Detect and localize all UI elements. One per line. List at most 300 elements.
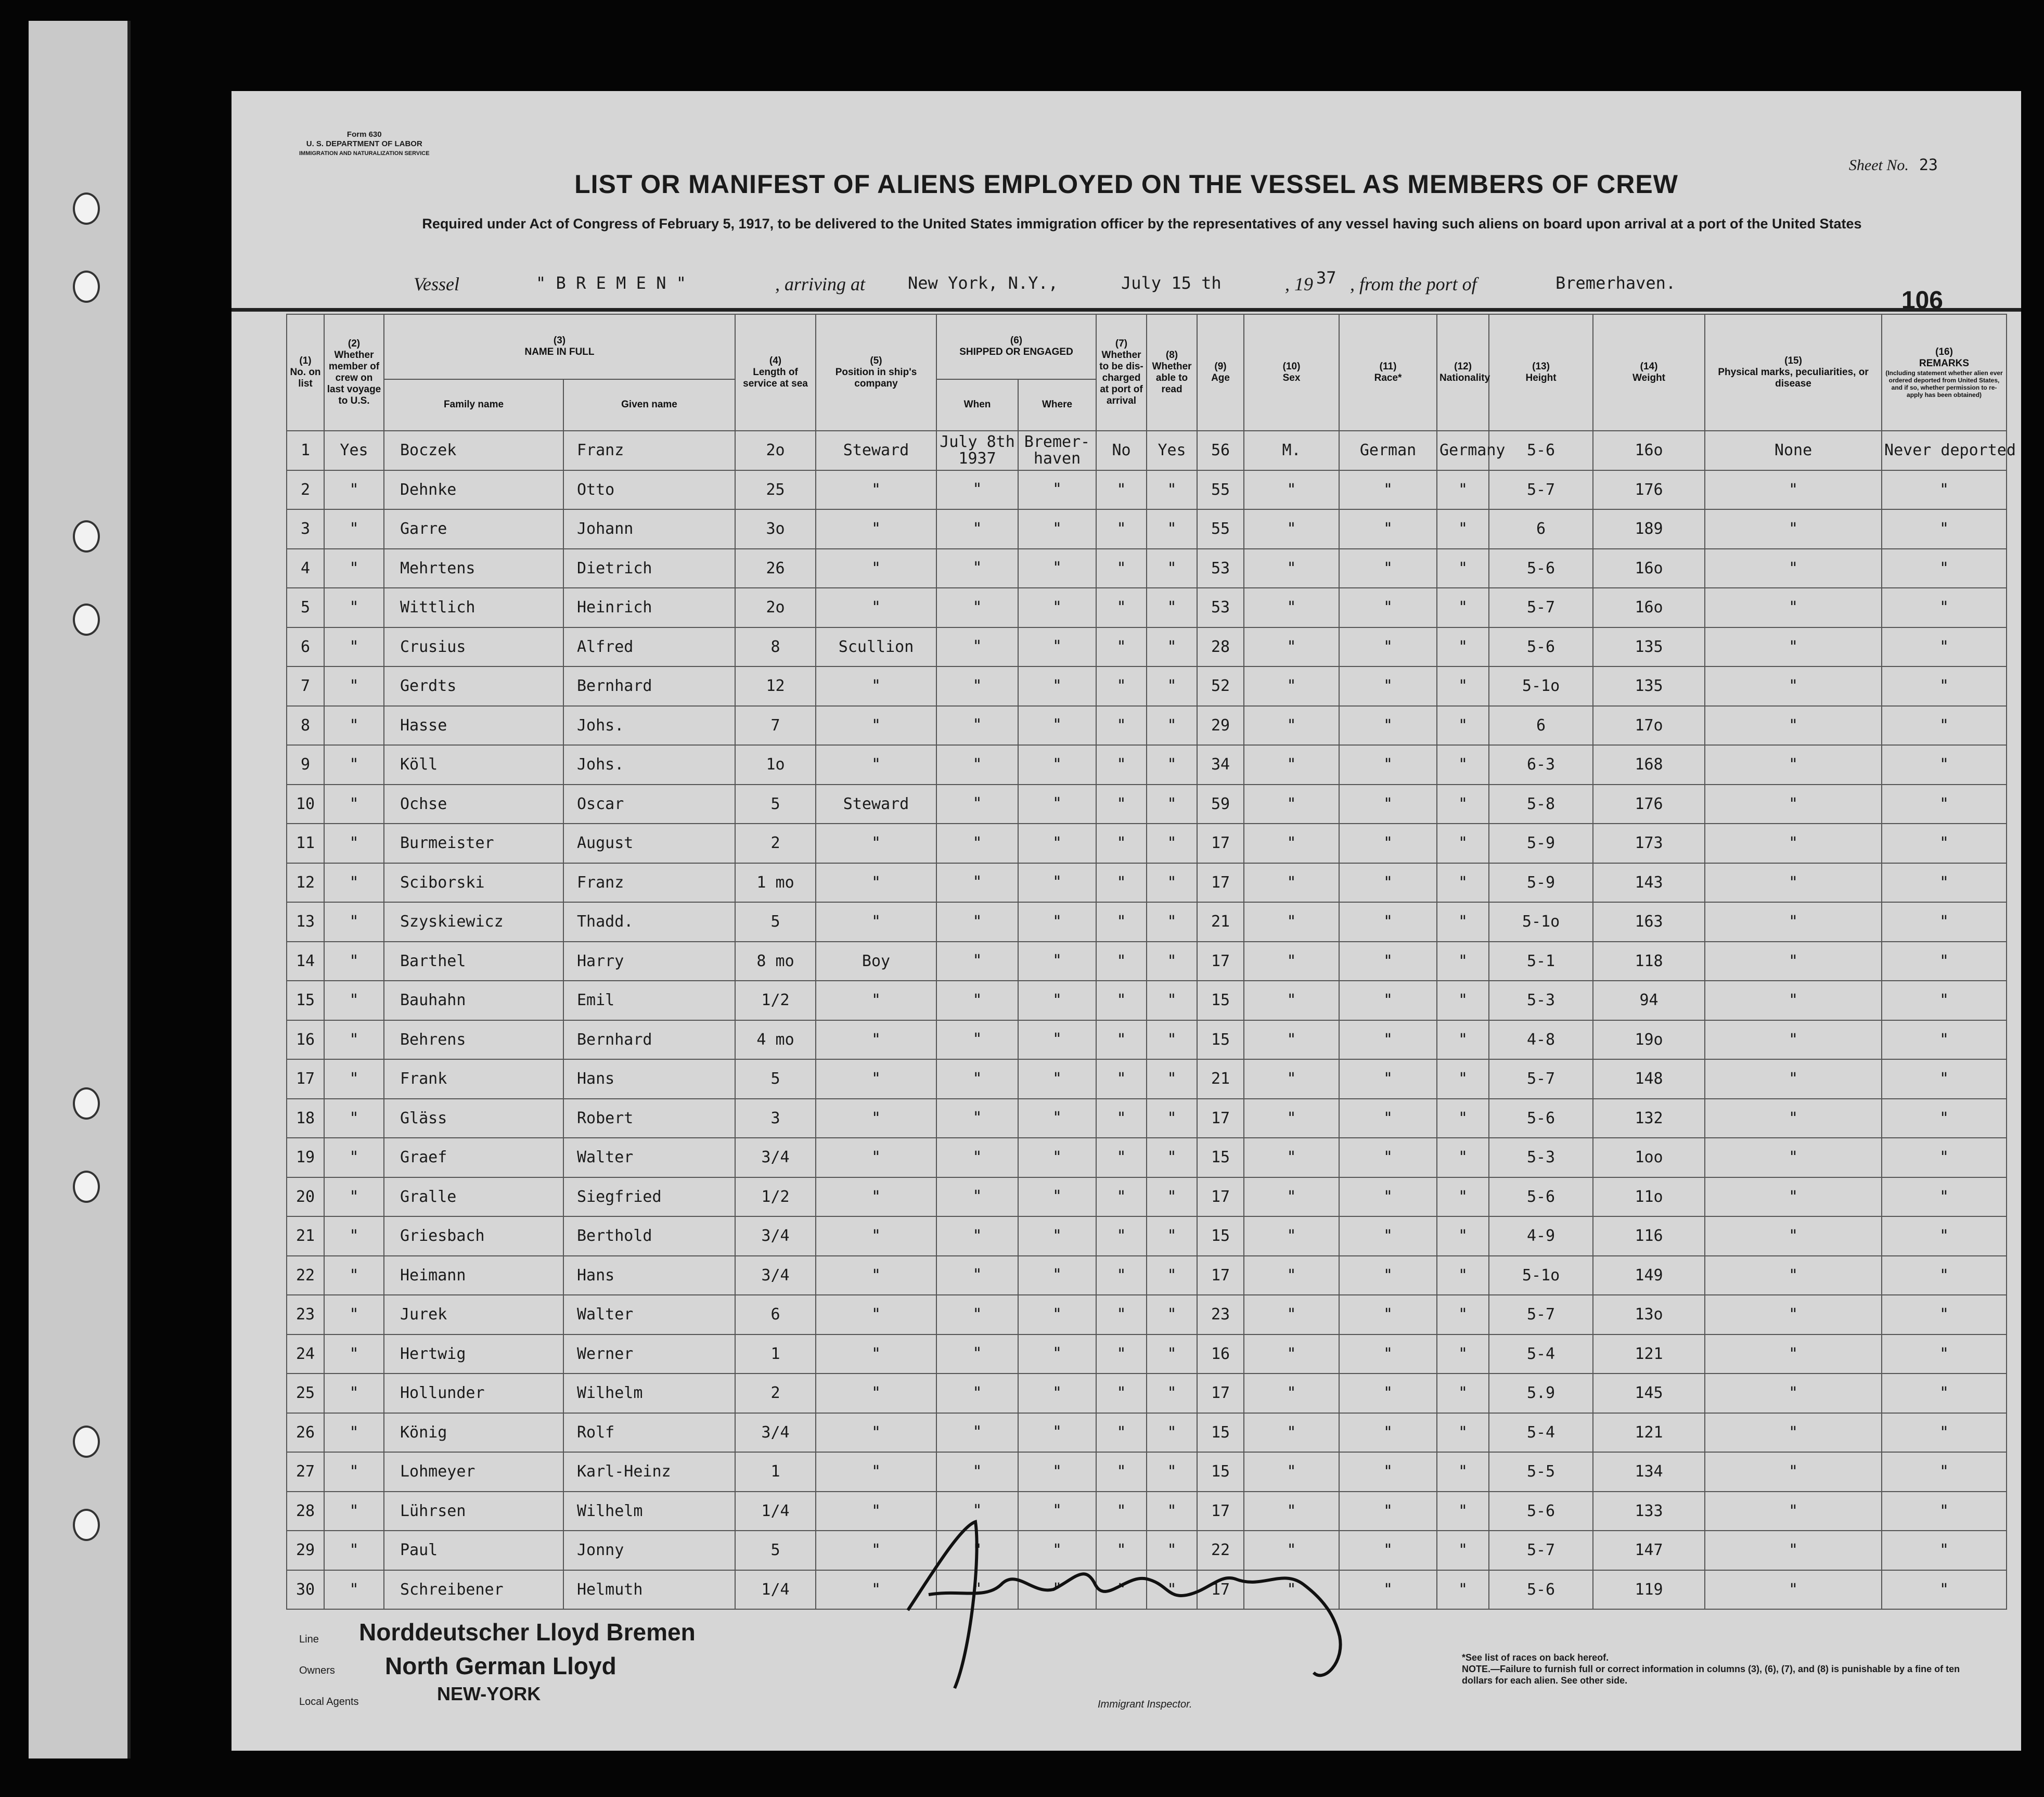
cell-position: " xyxy=(816,1059,936,1099)
cell-shipped-when: " xyxy=(936,1374,1018,1413)
cell-race: " xyxy=(1339,1413,1437,1453)
cell-service-length: 25 xyxy=(735,470,816,510)
arrival-year: 37 xyxy=(1316,268,1336,288)
cell-height: 5-6 xyxy=(1489,1570,1593,1610)
cell-discharged: " xyxy=(1096,1413,1147,1453)
cell-given-name: Wilhelm xyxy=(563,1492,735,1531)
cell-position: " xyxy=(816,666,936,706)
cell-shipped-when: " xyxy=(936,509,1018,549)
cell-able-to-read: Yes xyxy=(1147,431,1197,470)
cell-nationality: " xyxy=(1437,785,1489,824)
cell-remarks: " xyxy=(1882,1334,2007,1374)
cell-height: 5-4 xyxy=(1489,1334,1593,1374)
cell-service-length: 1/2 xyxy=(735,1177,816,1217)
cell-height: 5-8 xyxy=(1489,785,1593,824)
cell-position: " xyxy=(816,1099,936,1138)
cell-shipped-when: " xyxy=(936,745,1018,785)
cell-row-number: 20 xyxy=(287,1177,324,1217)
cell-sex: " xyxy=(1244,1099,1339,1138)
cell-height: 6 xyxy=(1489,509,1593,549)
cell-service-length: 8 xyxy=(735,627,816,667)
table-row xyxy=(287,1295,2007,1334)
cell-shipped-when: " xyxy=(936,627,1018,667)
cell-position: Steward xyxy=(816,785,936,824)
cell-weight: 168 xyxy=(1593,745,1705,785)
cell-nationality: " xyxy=(1437,863,1489,903)
cell-height: 5-7 xyxy=(1489,470,1593,510)
table-row xyxy=(287,588,2007,627)
cell-height: 5-7 xyxy=(1489,588,1593,627)
cell-able-to-read: " xyxy=(1147,1452,1197,1492)
cell-race: " xyxy=(1339,1256,1437,1295)
cell-discharged: " xyxy=(1096,1099,1147,1138)
cell-position: Scullion xyxy=(816,627,936,667)
cell-remarks: " xyxy=(1882,1059,2007,1099)
cell-remarks: " xyxy=(1882,1295,2007,1334)
cell-age: 15 xyxy=(1197,1020,1244,1060)
cell-remarks: " xyxy=(1882,785,2007,824)
cell-physical-marks: " xyxy=(1705,549,1882,588)
table-row xyxy=(287,902,2007,942)
cell-position: Steward xyxy=(816,431,936,470)
cell-row-number: 3 xyxy=(287,509,324,549)
col-header-discharged: (7) Whether to be dis-charged at port of arrival xyxy=(1096,314,1147,431)
cell-sex: " xyxy=(1244,902,1339,942)
cell-nationality: " xyxy=(1437,509,1489,549)
cell-family-name: Frank xyxy=(384,1059,563,1099)
cell-race: " xyxy=(1339,1374,1437,1413)
cell-sex: " xyxy=(1244,1020,1339,1060)
cell-row-number: 29 xyxy=(287,1531,324,1570)
cell-given-name: Heinrich xyxy=(563,588,735,627)
cell-remarks: " xyxy=(1882,1570,2007,1610)
table-row xyxy=(287,470,2007,510)
cell-family-name: Dehnke xyxy=(384,470,563,510)
cell-height: 5.9 xyxy=(1489,1374,1593,1413)
cell-remarks: " xyxy=(1882,666,2007,706)
cell-able-to-read: " xyxy=(1147,942,1197,981)
col-header-previous-voyage: (2) Whether member of crew on last voyage to U.S. xyxy=(324,314,384,431)
cell-previous-voyage: " xyxy=(324,706,384,746)
cell-service-length: 4 mo xyxy=(735,1020,816,1060)
cell-able-to-read: " xyxy=(1147,1177,1197,1217)
cell-weight: 176 xyxy=(1593,785,1705,824)
table-row xyxy=(287,1413,2007,1453)
cell-height: 5-9 xyxy=(1489,863,1593,903)
col-header-where: Where xyxy=(1018,379,1096,431)
cell-nationality: " xyxy=(1437,470,1489,510)
cell-age: 17 xyxy=(1197,863,1244,903)
cell-remarks: " xyxy=(1882,942,2007,981)
binding-hole xyxy=(73,1509,100,1541)
cell-given-name: Robert xyxy=(563,1099,735,1138)
cell-able-to-read: " xyxy=(1147,470,1197,510)
cell-height: 5-5 xyxy=(1489,1452,1593,1492)
cell-able-to-read: " xyxy=(1147,1374,1197,1413)
cell-row-number: 6 xyxy=(287,627,324,667)
cell-shipped-when: " xyxy=(936,942,1018,981)
cell-row-number: 30 xyxy=(287,1570,324,1610)
cell-nationality: " xyxy=(1437,942,1489,981)
cell-weight: 134 xyxy=(1593,1452,1705,1492)
cell-previous-voyage: Yes xyxy=(324,431,384,470)
footer-agents-value: NEW-YORK xyxy=(437,1683,541,1704)
table-row xyxy=(287,627,2007,667)
page-title: LIST OR MANIFEST OF ALIENS EMPLOYED ON THE VESSEL AS MEMBERS OF CREW xyxy=(574,170,1678,199)
col-header-read: (8) Whether able to read xyxy=(1147,314,1197,431)
cell-weight: 94 xyxy=(1593,981,1705,1020)
cell-height: 5-4 xyxy=(1489,1413,1593,1453)
cell-shipped-when: " xyxy=(936,1177,1018,1217)
cell-race: " xyxy=(1339,785,1437,824)
cell-discharged: " xyxy=(1096,1177,1147,1217)
cell-shipped-where: " xyxy=(1018,1216,1096,1256)
cell-physical-marks: " xyxy=(1705,824,1882,863)
cell-position: " xyxy=(816,1531,936,1570)
cell-sex: " xyxy=(1244,1295,1339,1334)
cell-age: 55 xyxy=(1197,509,1244,549)
cell-service-length: 3/4 xyxy=(735,1216,816,1256)
cell-remarks: " xyxy=(1882,981,2007,1020)
cell-able-to-read: " xyxy=(1147,1059,1197,1099)
cell-discharged: " xyxy=(1096,1295,1147,1334)
cell-weight: 163 xyxy=(1593,902,1705,942)
cell-age: 53 xyxy=(1197,549,1244,588)
cell-previous-voyage: " xyxy=(324,1256,384,1295)
cell-shipped-when: " xyxy=(936,1334,1018,1374)
cell-age: 17 xyxy=(1197,1492,1244,1531)
col-header-shipped: (6) SHIPPED OR ENGAGED xyxy=(936,314,1096,379)
cell-shipped-where: " xyxy=(1018,1492,1096,1531)
cell-height: 5-1o xyxy=(1489,902,1593,942)
cell-physical-marks: " xyxy=(1705,1531,1882,1570)
cell-position: " xyxy=(816,509,936,549)
binding-hole xyxy=(73,1426,100,1458)
cell-nationality: " xyxy=(1437,1413,1489,1453)
cell-service-length: 1 xyxy=(735,1452,816,1492)
cell-nationality: " xyxy=(1437,981,1489,1020)
cell-race: " xyxy=(1339,1099,1437,1138)
cell-service-length: 1/4 xyxy=(735,1492,816,1531)
cell-shipped-where: " xyxy=(1018,1177,1096,1217)
arrival-port: New York, N.Y., xyxy=(908,273,1058,293)
cell-previous-voyage: " xyxy=(324,588,384,627)
cell-position: " xyxy=(816,1492,936,1531)
cell-sex: " xyxy=(1244,1492,1339,1531)
cell-family-name: Burmeister xyxy=(384,824,563,863)
cell-given-name: Franz xyxy=(563,431,735,470)
binding-strip xyxy=(29,21,131,1759)
cell-sex: " xyxy=(1244,1256,1339,1295)
from-port-label: , from the port of xyxy=(1350,274,1477,294)
cell-race: " xyxy=(1339,981,1437,1020)
cell-race: " xyxy=(1339,509,1437,549)
cell-discharged: " xyxy=(1096,863,1147,903)
cell-shipped-where: " xyxy=(1018,627,1096,667)
cell-nationality: " xyxy=(1437,1492,1489,1531)
cell-discharged: " xyxy=(1096,1020,1147,1060)
cell-physical-marks: " xyxy=(1705,942,1882,981)
cell-row-number: 10 xyxy=(287,785,324,824)
col-header-remarks: (16) REMARKS (Including statement whether alien ever ordered deported from United States, and if so, whether permission to re-apply has been obtained) xyxy=(1882,314,2007,431)
cell-weight: 116 xyxy=(1593,1216,1705,1256)
cell-sex: " xyxy=(1244,627,1339,667)
cell-sex: " xyxy=(1244,1452,1339,1492)
cell-position: " xyxy=(816,1374,936,1413)
cell-age: 53 xyxy=(1197,588,1244,627)
cell-able-to-read: " xyxy=(1147,745,1197,785)
cell-discharged: " xyxy=(1096,902,1147,942)
cell-race: " xyxy=(1339,1059,1437,1099)
footnote-penalty: NOTE.—Failure to furnish full or correct information in columns (3), (6), (7), and (8) is punishable by a fine of ten dollars for each alien. See other side. xyxy=(1462,1664,1960,1686)
cell-weight: 176 xyxy=(1593,470,1705,510)
cell-able-to-read: " xyxy=(1147,1531,1197,1570)
cell-shipped-when: " xyxy=(936,1452,1018,1492)
cell-shipped-when: " xyxy=(936,1256,1018,1295)
cell-given-name: Harry xyxy=(563,942,735,981)
footer-line-value: Norddeutscher Lloyd Bremen xyxy=(359,1619,696,1646)
cell-remarks: " xyxy=(1882,824,2007,863)
table-row xyxy=(287,549,2007,588)
cell-able-to-read: " xyxy=(1147,902,1197,942)
cell-row-number: 21 xyxy=(287,1216,324,1256)
cell-race: " xyxy=(1339,549,1437,588)
cell-previous-voyage: " xyxy=(324,1216,384,1256)
cell-position: " xyxy=(816,902,936,942)
cell-weight: 189 xyxy=(1593,509,1705,549)
cell-age: 15 xyxy=(1197,1138,1244,1177)
cell-race: " xyxy=(1339,1177,1437,1217)
cell-physical-marks: " xyxy=(1705,706,1882,746)
cell-able-to-read: " xyxy=(1147,1216,1197,1256)
cell-remarks: " xyxy=(1882,1256,2007,1295)
cell-service-length: 3o xyxy=(735,509,816,549)
form-department: U. S. DEPARTMENT OF LABOR xyxy=(306,139,422,148)
cell-age: 17 xyxy=(1197,1099,1244,1138)
cell-family-name: Lohmeyer xyxy=(384,1452,563,1492)
cell-age: 23 xyxy=(1197,1295,1244,1334)
cell-race: " xyxy=(1339,824,1437,863)
cell-physical-marks: " xyxy=(1705,1295,1882,1334)
cell-row-number: 24 xyxy=(287,1334,324,1374)
cell-position: " xyxy=(816,1020,936,1060)
cell-given-name: Johs. xyxy=(563,706,735,746)
cell-nationality: " xyxy=(1437,1570,1489,1610)
cell-physical-marks: " xyxy=(1705,863,1882,903)
cell-service-length: 1 mo xyxy=(735,863,816,903)
cell-height: 5-9 xyxy=(1489,824,1593,863)
cell-physical-marks: " xyxy=(1705,745,1882,785)
cell-nationality: " xyxy=(1437,824,1489,863)
cell-height: 5-7 xyxy=(1489,1295,1593,1334)
cell-nationality: " xyxy=(1437,666,1489,706)
cell-remarks: " xyxy=(1882,1374,2007,1413)
cell-service-length: 26 xyxy=(735,549,816,588)
cell-discharged: " xyxy=(1096,588,1147,627)
table-row xyxy=(287,1334,2007,1374)
cell-able-to-read: " xyxy=(1147,1099,1197,1138)
cell-previous-voyage: " xyxy=(324,1020,384,1060)
cell-family-name: Hasse xyxy=(384,706,563,746)
cell-nationality: " xyxy=(1437,1452,1489,1492)
cell-given-name: Helmuth xyxy=(563,1570,735,1610)
cell-family-name: Griesbach xyxy=(384,1216,563,1256)
cell-sex: " xyxy=(1244,1177,1339,1217)
cell-race: German xyxy=(1339,431,1437,470)
cell-discharged: " xyxy=(1096,1452,1147,1492)
cell-age: 22 xyxy=(1197,1531,1244,1570)
cell-shipped-when: " xyxy=(936,863,1018,903)
cell-able-to-read: " xyxy=(1147,785,1197,824)
cell-nationality: " xyxy=(1437,1295,1489,1334)
cell-age: 28 xyxy=(1197,627,1244,667)
cell-family-name: Gläss xyxy=(384,1099,563,1138)
cell-remarks: " xyxy=(1882,863,2007,903)
cell-physical-marks: " xyxy=(1705,1020,1882,1060)
cell-weight: 135 xyxy=(1593,627,1705,667)
cell-age: 15 xyxy=(1197,981,1244,1020)
cell-age: 17 xyxy=(1197,1570,1244,1610)
cell-discharged: " xyxy=(1096,824,1147,863)
cell-shipped-where: " xyxy=(1018,549,1096,588)
cell-row-number: 27 xyxy=(287,1452,324,1492)
cell-position: " xyxy=(816,1138,936,1177)
cell-position: " xyxy=(816,706,936,746)
col-header-race: (11) Race* xyxy=(1339,314,1437,431)
cell-family-name: Crusius xyxy=(384,627,563,667)
cell-able-to-read: " xyxy=(1147,1492,1197,1531)
cell-able-to-read: " xyxy=(1147,824,1197,863)
cell-remarks: " xyxy=(1882,627,2007,667)
cell-physical-marks: " xyxy=(1705,1216,1882,1256)
table-row xyxy=(287,1059,2007,1099)
cell-race: " xyxy=(1339,588,1437,627)
cell-shipped-where: " xyxy=(1018,902,1096,942)
manifest-sheet xyxy=(232,91,2021,1751)
cell-weight: 119 xyxy=(1593,1570,1705,1610)
cell-physical-marks: " xyxy=(1705,1374,1882,1413)
form-service: IMMIGRATION AND NATURALIZATION SERVICE xyxy=(299,150,430,157)
cell-service-length: 1/2 xyxy=(735,981,816,1020)
cell-shipped-where: " xyxy=(1018,1099,1096,1138)
cell-family-name: Hertwig xyxy=(384,1334,563,1374)
cell-remarks: " xyxy=(1882,549,2007,588)
cell-age: 29 xyxy=(1197,706,1244,746)
cell-position: " xyxy=(816,1413,936,1453)
table-row xyxy=(287,981,2007,1020)
cell-previous-voyage: " xyxy=(324,549,384,588)
cell-nationality: " xyxy=(1437,1256,1489,1295)
cell-physical-marks: " xyxy=(1705,1413,1882,1453)
cell-remarks: " xyxy=(1882,1452,2007,1492)
cell-weight: 13o xyxy=(1593,1295,1705,1334)
cell-shipped-where: " xyxy=(1018,863,1096,903)
table-row xyxy=(287,1256,2007,1295)
binding-hole xyxy=(73,192,100,225)
cell-remarks: " xyxy=(1882,1177,2007,1217)
binding-hole xyxy=(73,271,100,303)
cell-position: " xyxy=(816,745,936,785)
cell-previous-voyage: " xyxy=(324,1531,384,1570)
vessel-label: Vessel xyxy=(414,274,459,294)
cell-discharged: " xyxy=(1096,666,1147,706)
cell-shipped-where: " xyxy=(1018,1059,1096,1099)
binding-hole xyxy=(73,1087,100,1120)
cell-shipped-where: " xyxy=(1018,1020,1096,1060)
cell-height: 4-8 xyxy=(1489,1020,1593,1060)
cell-remarks: " xyxy=(1882,902,2007,942)
cell-family-name: Wittlich xyxy=(384,588,563,627)
cell-shipped-when: " xyxy=(936,470,1018,510)
cell-row-number: 26 xyxy=(287,1413,324,1453)
cell-physical-marks: " xyxy=(1705,666,1882,706)
cell-previous-voyage: " xyxy=(324,1334,384,1374)
cell-physical-marks: " xyxy=(1705,902,1882,942)
cell-row-number: 12 xyxy=(287,863,324,903)
cell-shipped-where: " xyxy=(1018,1570,1096,1610)
cell-sex: " xyxy=(1244,549,1339,588)
cell-position: " xyxy=(816,1177,936,1217)
cell-physical-marks: " xyxy=(1705,588,1882,627)
cell-previous-voyage: " xyxy=(324,1452,384,1492)
cell-nationality: " xyxy=(1437,902,1489,942)
cell-given-name: Johs. xyxy=(563,745,735,785)
cell-service-length: 2o xyxy=(735,431,816,470)
cell-weight: 148 xyxy=(1593,1059,1705,1099)
cell-family-name: Garre xyxy=(384,509,563,549)
form-number: Form 630 xyxy=(346,130,382,139)
cell-nationality: " xyxy=(1437,1531,1489,1570)
cell-able-to-read: " xyxy=(1147,588,1197,627)
cell-race: " xyxy=(1339,902,1437,942)
cell-previous-voyage: " xyxy=(324,942,384,981)
cell-row-number: 1 xyxy=(287,431,324,470)
cell-weight: 1oo xyxy=(1593,1138,1705,1177)
cell-service-length: 5 xyxy=(735,1059,816,1099)
table-row xyxy=(287,785,2007,824)
sheet-number-value: 23 xyxy=(1919,156,1938,174)
cell-able-to-read: " xyxy=(1147,549,1197,588)
cell-discharged: " xyxy=(1096,1256,1147,1295)
crew-table xyxy=(286,314,2016,1610)
cell-family-name: Köll xyxy=(384,745,563,785)
table-row xyxy=(287,1020,2007,1060)
cell-weight: 145 xyxy=(1593,1374,1705,1413)
cell-sex: " xyxy=(1244,1374,1339,1413)
cell-age: 17 xyxy=(1197,1177,1244,1217)
cell-sex: " xyxy=(1244,666,1339,706)
cell-remarks: " xyxy=(1882,1020,2007,1060)
cell-height: 5-6 xyxy=(1489,431,1593,470)
cell-race: " xyxy=(1339,1531,1437,1570)
cell-weight: 133 xyxy=(1593,1492,1705,1531)
cell-row-number: 25 xyxy=(287,1374,324,1413)
cell-position: Boy xyxy=(816,942,936,981)
cell-shipped-when: " xyxy=(936,1531,1018,1570)
cell-height: 5-1 xyxy=(1489,942,1593,981)
cell-discharged: No xyxy=(1096,431,1147,470)
cell-row-number: 7 xyxy=(287,666,324,706)
cell-row-number: 4 xyxy=(287,549,324,588)
cell-discharged: " xyxy=(1096,1570,1147,1610)
cell-service-length: 2o xyxy=(735,588,816,627)
cell-position: " xyxy=(816,981,936,1020)
table-row xyxy=(287,1177,2007,1217)
cell-row-number: 13 xyxy=(287,902,324,942)
cell-shipped-where: " xyxy=(1018,1374,1096,1413)
cell-given-name: Otto xyxy=(563,470,735,510)
cell-row-number: 9 xyxy=(287,745,324,785)
